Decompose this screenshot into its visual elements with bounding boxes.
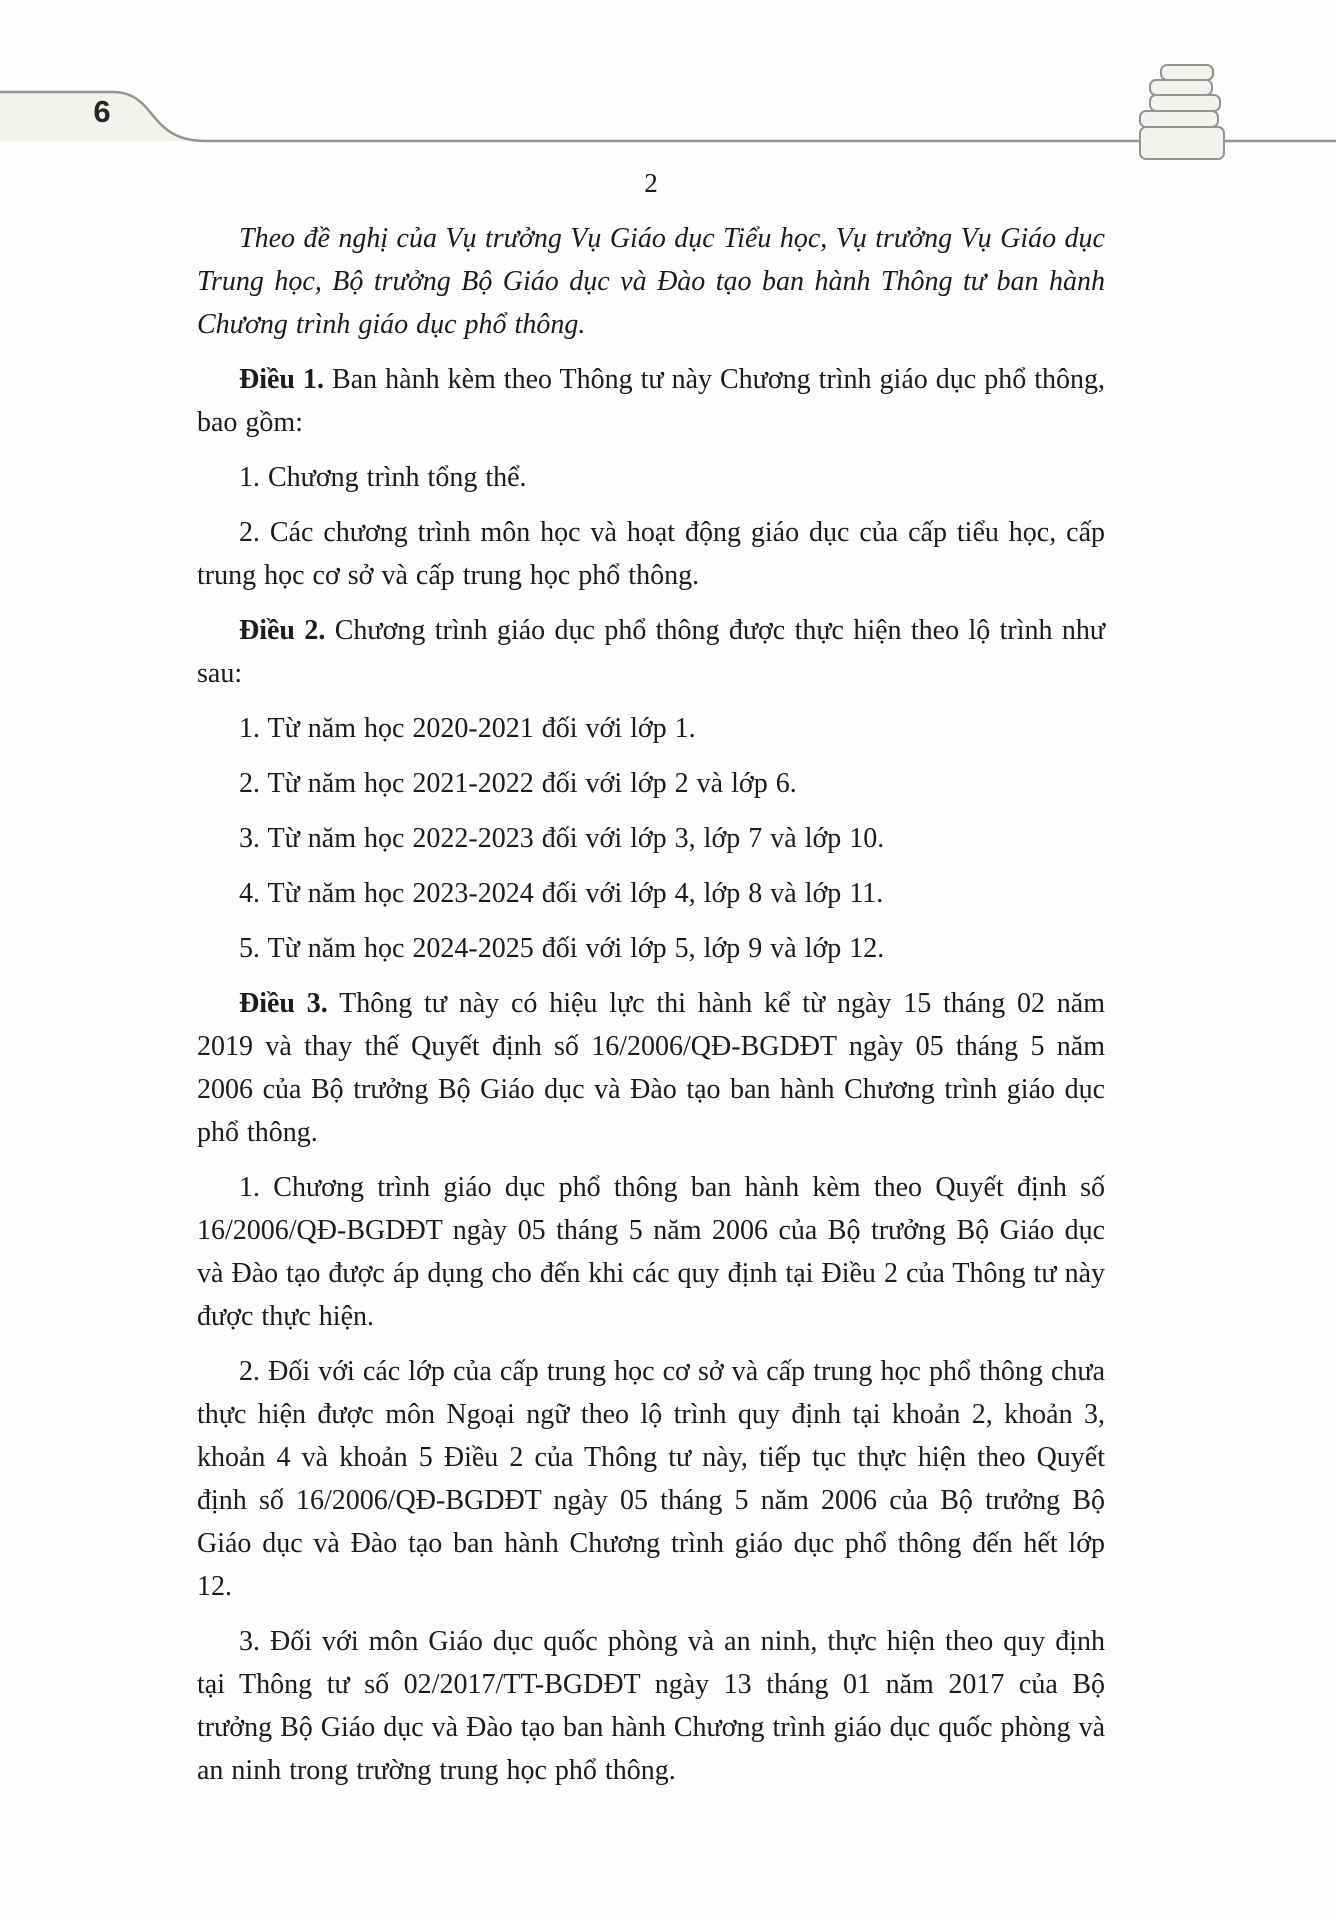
article-heading: Điều 1. [239,364,325,395]
article-item-paragraph: 1. Từ năm học 2020-2021 đối với lớp 1. [239,713,696,744]
article-heading-paragraph-3: Điều 3. Thông tư này có hiệu lực thi hành kể từ ngày 15 tháng 02 năm 2019 và thay thế Quyết định số 16/2006/QĐ-BGDĐT ngày 05 tháng 5 năm 2006 của Bộ trưởng Bộ Giáo dục và Đào tạo ban hành Chương trình giáo dục phổ thông. [197,988,1106,1148]
article-item-paragraph: 3. Đối với môn Giáo dục quốc phòng và an ninh, thực hiện theo quy định tại Thông tư số 02/2017/TT-BGDĐT ngày 13 tháng 01 năm 2017 của Bộ trưởng Bộ Giáo dục và Đào tạo ban hành Chương trình giáo dục quốc phòng và an ninh trong trường trung học phổ thông. [197,1626,1105,1786]
intro-paragraph: Theo đề nghị của Vụ trưởng Vụ Giáo dục Tiểu học, Vụ trưởng Vụ Giáo dục Trung học, Bộ trưởng Bộ Giáo dục và Đào tạo ban hành Thông tư ban hành Chương trình giáo dục phổ thông. [197,223,1105,340]
article-item-paragraph: 3. Từ năm học 2022-2023 đối với lớp 3, lớp 7 và lớp 10. [239,823,885,854]
article-heading: Điều 2. [239,615,326,646]
article-item-paragraph: 5. Từ năm học 2024-2025 đối với lớp 5, lớp 9 và lớp 12. [239,933,885,964]
article-item-paragraph: 2. Đối với các lớp của cấp trung học cơ sở và cấp trung học phổ thông chưa thực hiện được môn Ngoại ngữ theo lộ trình quy định tại khoản 2, khoản 3, khoản 4 và khoản 5 Điều 2 của Thông tư này, tiếp tục thực hiện theo Quyết định số 16/2006/QĐ-BGDĐT ngày 05 tháng 5 năm 2006 của Bộ trưởng Bộ Giáo dục và Đào tạo ban hành Chương trình giáo dục phổ thông đến hết lớp 12. [197,1356,1105,1602]
article-item-paragraph: 2. Các chương trình môn học và hoạt động giáo dục của cấp tiểu học, cấp trung học cơ sở và cấp trung học phổ thông. [197,517,1105,591]
document-content [197,168,1105,1804]
book-spine [1139,126,1225,160]
page-tab-number: 6 [93,94,111,129]
header-rule [0,0,1336,170]
article-heading-paragraph-1: Điều 1. Ban hành kèm theo Thông tư này Chương trình giáo dục phổ thông, bao gồm: [197,364,1105,438]
article-heading: Điều 3. [239,988,328,1019]
article-item-paragraph: 4. Từ năm học 2023-2024 đối với lớp 4, lớp 8 và lớp 11. [239,878,884,909]
article-item-paragraph: 1. Chương trình tổng thể. [239,462,527,493]
article-heading-paragraph-2: Điều 2. Chương trình giáo dục phổ thông được thực hiện theo lộ trình như sau: [197,615,1106,689]
article-item-paragraph: 1. Chương trình giáo dục phổ thông ban hành kèm theo Quyết định số 16/2006/QĐ-BGDĐT ngày 05 tháng 5 năm 2006 của Bộ trưởng Bộ Giáo dục và Đào tạo được áp dụng cho đến khi các quy định tại Điều 2 của Thông tư này được thực hiện. [197,1172,1105,1332]
article-item-paragraph: 2. Từ năm học 2021-2022 đối với lớp 2 và lớp 6. [239,768,797,799]
page-number: 2 [644,168,658,198]
articles-container [197,358,1105,1792]
